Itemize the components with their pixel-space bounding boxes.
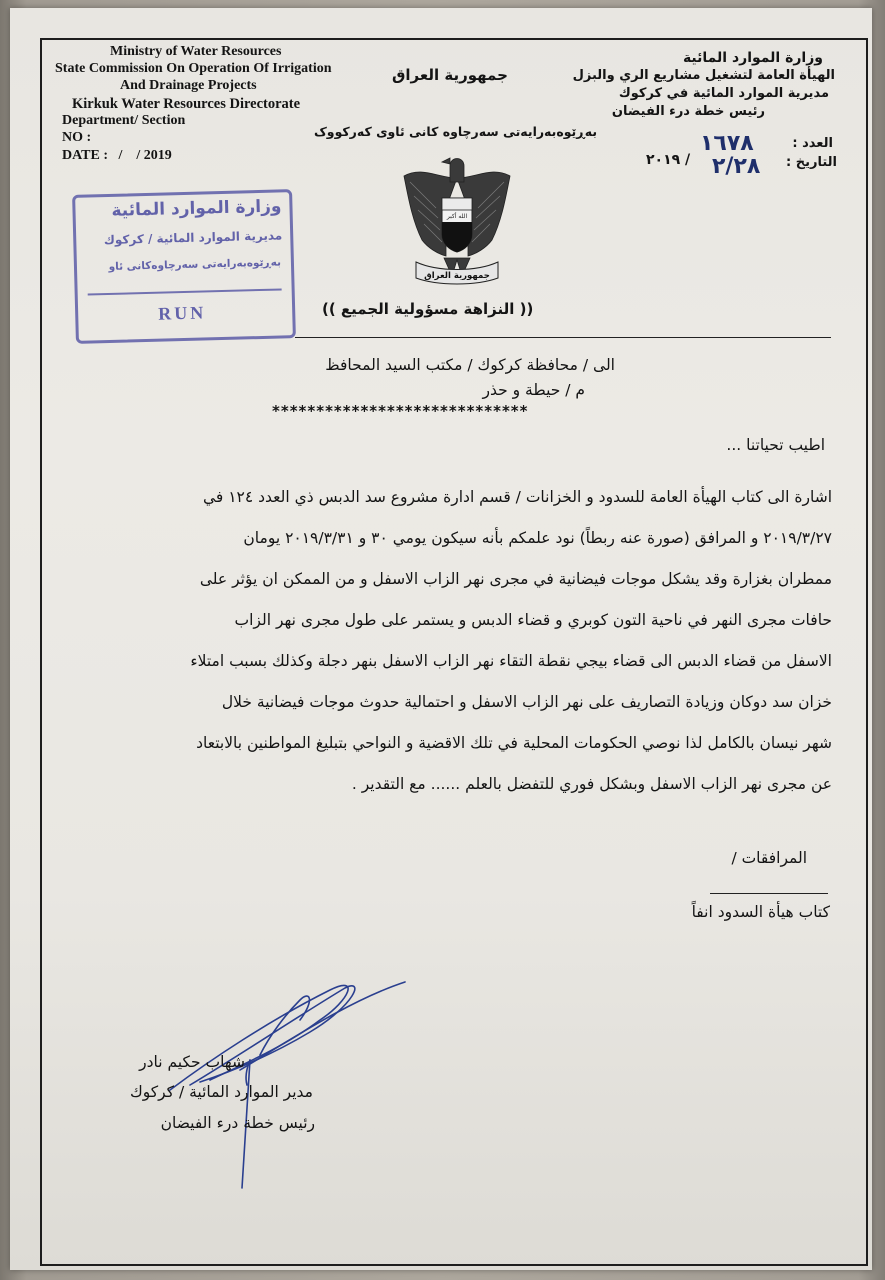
header-en-no: NO : [62,130,92,145]
header-ar-date-label: التاريخ : [786,155,837,170]
stamp-line-4: RUN [157,302,207,324]
body-line-3: ممطران بغزارة وقد يشكل موجات فيضانية في مجرى نهر الزاب الاسفل و من الممكن ان يؤثر على [199,570,832,588]
official-stamp [72,189,296,344]
header-en-commission: State Commission On Operation Of Irrigation [55,61,332,76]
header-en-date: DATE : / / 2019 [62,148,172,163]
body-line-2: ٢٠١٩/٣/٢٧ و المرافق (صورة عنه ربطاً) نود علمكم بأنه سيكون يومي ٣٠ و ٢٠١٩/٣/٣١ يومان [243,529,832,547]
header-kurdish: بەڕێوەبەرایەتی سەرچاوە کانی ئاوی کەرکووک [314,124,598,139]
header-en-directorate: Kirkuk Water Resources Directorate [72,96,301,112]
address-divider [295,337,831,338]
header-en-projects: And Drainage Projects [120,78,257,93]
signature-scribble [150,960,420,1190]
printed-year: ٢٠١٩ / [646,152,691,168]
signatory-role: رئيس خطة درء الفيضان [160,1114,315,1132]
body-line-4: حافات مجرى النهر في ناحية التون كوبري و قضاء الدبس و يستمر على طول مجرى نهر الزاب [234,611,832,629]
header-republic: جمهورية العراق [392,66,508,84]
header-ar-commission: الهيأة العامة لتشغيل مشاريع الري والبزل [572,68,835,83]
address-subject: م / حيطة و حذر [482,381,585,399]
header-ar-directorate: مديرية الموارد المائية في كركوك [618,86,829,101]
greeting: اطيب تحياتنا ... [726,436,825,454]
body-line-1: اشارة الى كتاب الهيأة العامة للسدود و الخزانات / قسم ادارة مشروع سد الدبس ذي العدد ١٢٤ في [202,488,832,506]
address-to: الى / محافظة كركوك / مكتب السيد المحافظ [325,356,615,374]
handwritten-number: ١٦٧٨ [700,131,754,156]
attachments-label: المرافقات / [731,849,807,867]
attachment-item: كتاب هيأة السدود انفاً [691,903,830,921]
handwritten-date: ٢/٢٨ [712,154,761,179]
stamp-inner-line [88,288,282,295]
signatory-name: شهاب حكيم نادر [139,1053,245,1071]
attachments-underline [710,893,828,894]
body-line-7: شهر نيسان بالكامل لذا نوصي الحكومات المحلية في تلك الاقضية و النواحي بتبليغ المواطنين بالابتعاد [196,734,832,752]
emblem-banner: جمهورية العراق [424,271,490,281]
stamp-line-3: بەڕێوەبەرایەتی سەرچاوەکانی ئاو [108,256,282,273]
body-line-5: الاسفل من قضاء الدبس الى قضاء بيجي نقطة التقاء نهر الزاب الاسفل بنهر دجلة وكذلك بسبب امتلاء [190,652,832,670]
header-en-department: Department/ Section [62,113,186,128]
stamp-line-2: مديرية الموارد المائية / كركوك [103,228,283,248]
address-stars: ***************************** [272,402,529,420]
header-ar-ministry: وزارة الموارد المائية [682,50,823,66]
body-line-6: خزان سد دوكان وزيادة التصاريف على نهر الزاب الاسفل و احتمالية حدوث موجات فيضانية خلال [221,693,832,711]
body-line-8: عن مجرى نهر الزاب الاسفل وبشكل فوري للتفضل بالعلم ...... مع التقدير . [351,775,832,793]
integrity-slogan: (( النزاهة مسؤولية الجميع )) [322,300,534,318]
emblem-takbir: الله أكبر [446,213,468,220]
header-ar-number-label: العدد : [792,136,833,151]
iraq-emblem-icon [398,148,516,288]
signatory-title: مدير الموارد المائية / كركوك [129,1083,313,1101]
stamp-line-1: وزارة الموارد المائية [111,196,282,221]
header-ar-head: رئيس خطة درء الفيضان [611,104,765,119]
header-en-ministry: Ministry of Water Resources [110,44,282,59]
